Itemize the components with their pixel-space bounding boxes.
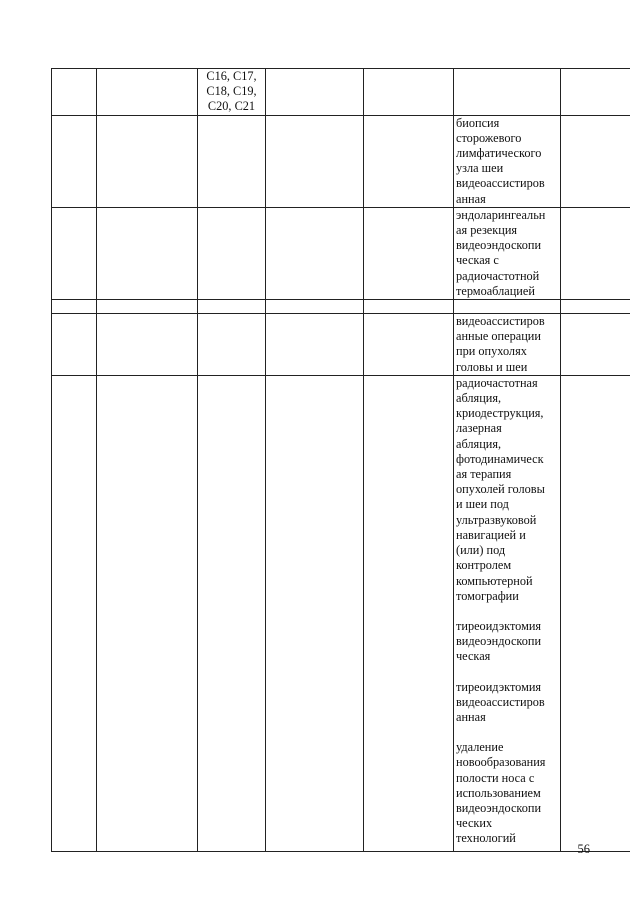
table-row	[52, 375, 630, 851]
treatment-method-cell	[454, 207, 561, 299]
table-row	[52, 314, 630, 376]
treatment-method-text: удаление новообразования полости носа с использованием видеоэндоскопи ческих технологий	[456, 740, 546, 846]
table-cell	[97, 207, 198, 299]
table-cell	[97, 69, 198, 116]
table-cell	[52, 69, 97, 116]
table-cell	[266, 115, 364, 207]
table-cell	[364, 69, 454, 116]
table-cell	[561, 314, 630, 376]
treatment-method-cell	[454, 115, 561, 207]
table-cell	[97, 375, 198, 851]
treatment-methods-cell	[454, 375, 561, 851]
table-cell	[364, 375, 454, 851]
table-cell	[561, 207, 630, 299]
table-cell	[364, 300, 454, 314]
table-cell	[364, 207, 454, 299]
table-cell	[198, 115, 266, 207]
table-cell	[52, 314, 97, 376]
table-cell	[97, 115, 198, 207]
treatment-method-text: биопсия сторожевого лимфатического узла шеи видеоассистиров анная	[456, 115, 545, 206]
treatment-method-text: радиочастотная абляция, криодеструкция, лазерная абляция, фотодинамическ ая терапия опухолей головы и шеи под ультразвуковой навигацией и (или) под контролем компьютерной томографии	[456, 375, 545, 603]
table-cell	[266, 314, 364, 376]
table-cell	[561, 115, 630, 207]
table-cell	[364, 115, 454, 207]
table-cell	[266, 207, 364, 299]
table-cell	[561, 69, 630, 116]
medical-procedures-table	[51, 68, 630, 852]
table-row	[52, 207, 630, 299]
table-cell	[198, 314, 266, 376]
table-cell	[198, 375, 266, 851]
table-cell	[266, 300, 364, 314]
table-row	[52, 69, 630, 116]
table-cell	[52, 300, 97, 314]
table-cell	[266, 69, 364, 116]
table-cell	[52, 375, 97, 851]
table-cell	[97, 300, 198, 314]
table-cell	[454, 300, 561, 314]
table-cell	[364, 314, 454, 376]
treatment-method-text: тиреоидэктомия видеоассистиров анная	[456, 679, 545, 724]
table-row	[52, 115, 630, 207]
treatment-method-text: тиреоидэктомия видеоэндоскопи ческая	[456, 618, 542, 664]
table-cell	[52, 115, 97, 207]
table-row	[52, 300, 630, 314]
table-cell	[198, 300, 266, 314]
page-number: 56	[577, 842, 590, 856]
table-cell	[52, 207, 97, 299]
table-cell	[97, 314, 198, 376]
treatment-method-cell	[454, 314, 561, 376]
table-cell	[198, 207, 266, 299]
table-cell	[266, 375, 364, 851]
table-cell	[561, 300, 630, 314]
treatment-method-text: видеоассистиров анные операции при опухолях головы и шеи	[456, 314, 545, 374]
diagnosis-codes: C16, C17, C18, C19, C20, C21	[206, 69, 257, 114]
diagnosis-codes-cell	[198, 69, 266, 116]
table-cell	[561, 375, 630, 851]
treatment-method-text: эндоларингеальн ая резекция видеоэндоскопи ческая с радиочастотной термоаблацией	[456, 207, 546, 298]
table-cell	[454, 69, 561, 116]
